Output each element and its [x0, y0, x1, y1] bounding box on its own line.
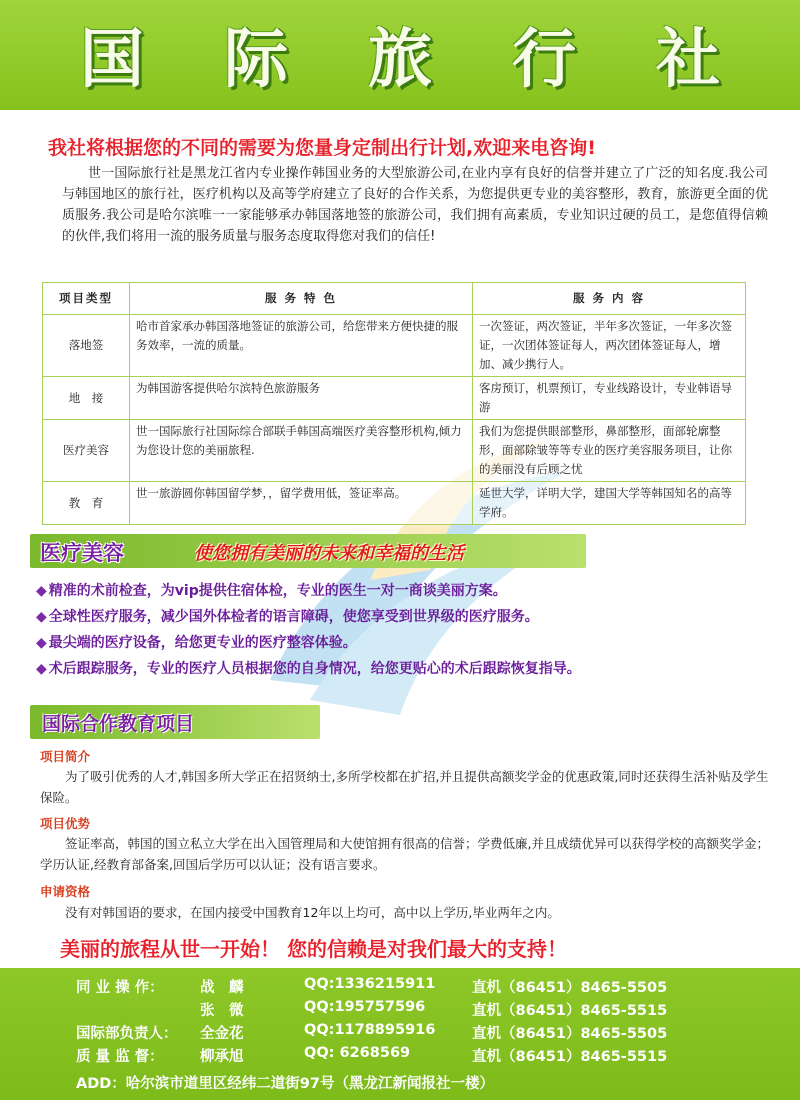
contact-footer	[0, 968, 800, 1100]
contact-phone[interactable]: 直机（86451）8465-5515	[472, 1003, 668, 1019]
column-header: 服 务 特 色	[130, 283, 473, 315]
medical-section-band	[30, 534, 586, 568]
contact-name: 全金花	[200, 1026, 244, 1042]
contact-row	[0, 1022, 800, 1044]
list-item	[36, 604, 776, 630]
subsection-text: 没有对韩国语的要求，在国内接受中国教育12年以上均可，高中以上学历,毕业两年之内。	[65, 905, 560, 920]
cell-feature: 世一国际旅行社国际综合部联手韩国高端医疗美容整形机构,倾力为您设计您的美丽旅程.	[130, 420, 473, 482]
contact-name: 柳承旭	[200, 1049, 244, 1065]
cell-content: 我们为您提供眼部整形，鼻部整形，面部轮廓整形，面部除皱等等专业的医疗美容服务项目，让你的美丽没有后顾之忧	[473, 420, 746, 482]
cell-type: 地 接	[43, 377, 130, 420]
contact-row	[0, 999, 800, 1021]
subsection-text: 签证率高，韩国的国立私立大学在出入国管理局和大使馆拥有很高的信誉；学费低廉,并且成绩优异可以获得学校的高额奖学金；学历认证,经教育部备案,回国后学历可以认证；没有语言要求。	[40, 836, 769, 872]
cell-content: 延世大学，详明大学，建国大学等韩国知名的高等学府。	[473, 482, 746, 525]
bullet-text: 最尖端的医疗设备，给您更专业的医疗整容体验。	[48, 635, 357, 651]
services-table	[42, 282, 746, 525]
subsection-heading: 申请资格	[40, 884, 91, 899]
contact-phone[interactable]: 直机（86451）8465-5505	[472, 980, 668, 996]
header-banner	[0, 0, 800, 110]
address: ADD：哈尔滨市道里区经纬二道街97号（黑龙江新闻报社一楼）	[76, 1076, 494, 1092]
cell-content: 客房预订，机票预订，专业线路设计，专业韩语导游	[473, 377, 746, 420]
medical-bullet-list	[36, 578, 776, 682]
cell-feature: 为韩国游客提供哈尔滨特色旅游服务	[130, 377, 473, 420]
contact-role: 国际部负责人：	[76, 1026, 178, 1042]
list-item	[36, 578, 776, 604]
table-row	[43, 482, 746, 525]
contact-name: 战 麟	[200, 980, 244, 996]
diamond-bullet-icon: ◆	[36, 635, 47, 651]
bullet-text: 全球性医疗服务，减少国外体检者的语言障碍，使您享受到世界级的医疗服务。	[48, 609, 539, 625]
diamond-bullet-icon: ◆	[36, 661, 47, 677]
title-char: 行	[512, 23, 576, 97]
cell-type: 教 育	[43, 482, 130, 525]
title-char: 国	[80, 23, 144, 97]
subsection-heading: 项目简介	[40, 749, 91, 764]
table-row	[43, 420, 746, 482]
bullet-text: 术后跟踪服务，专业的医疗人员根据您的自身情况，给您更贴心的术后跟踪恢复指导。	[48, 661, 581, 677]
contact-phone[interactable]: 直机（86451）8465-5505	[472, 1026, 668, 1042]
contact-phone[interactable]: 直机（86451）8465-5515	[472, 1049, 668, 1065]
list-item	[36, 630, 776, 656]
subsection-heading: 项目优势	[40, 816, 91, 831]
column-header: 项目类型	[43, 283, 130, 315]
education-section-band	[30, 705, 320, 739]
contact-row	[0, 976, 800, 998]
closing-slogan: 美丽的旅程从世一开始！ 您的信赖是对我们最大的支持！	[60, 937, 567, 961]
cell-feature: 世一旅游圆你韩国留学梦，，留学费用低，签证率高。	[130, 482, 473, 525]
cell-type: 落地签	[43, 315, 130, 377]
title-char: 旅	[368, 23, 432, 97]
cell-feature: 哈市首家承办韩国落地签证的旅游公司，给您带来方便快捷的服务效率，一流的质量。	[130, 315, 473, 377]
column-header: 服 务 内 容	[473, 283, 746, 315]
subsection-text: 为了吸引优秀的人才,韩国多所大学正在招贤纳士,多所学校都在扩招,并且提供高额奖学金的优惠政策,同时还获得生活补贴及学生保险。	[40, 769, 769, 805]
title-char: 社	[656, 23, 720, 97]
list-item	[36, 656, 776, 682]
diamond-bullet-icon: ◆	[36, 583, 47, 599]
cell-content: 一次签证，两次签证，半年多次签证，一年多次签证，一次团体签证每人，两次团体签证每人，增加、减少携行人。	[473, 315, 746, 377]
diamond-bullet-icon: ◆	[36, 609, 47, 625]
title-char: 际	[224, 23, 288, 97]
intro-paragraph: 世一国际旅行社是黑龙江省内专业操作韩国业务的大型旅游公司,在业内享有良好的信誉并建立了广泛的知名度.我公司与韩国地区的旅行社，医疗机构以及高等学府建立了良好的合作关系，为您提供更专业的美容整形，教育，旅游更全面的优质服务.我公司是哈尔滨唯一一家能够承办韩国落地签的旅游公司，我们拥有高素质，专业知识过硬的员工，是您值得信赖的伙伴,我们将用一流的服务质量与服务态度取得您对我们的信任!	[62, 166, 768, 244]
cell-type: 医疗美容	[43, 420, 130, 482]
contact-qq[interactable]: QQ:1336215911	[304, 976, 436, 992]
education-section-title: 国际合作教育项目	[42, 713, 195, 735]
table-row	[43, 377, 746, 420]
table-row	[43, 315, 746, 377]
table-header-row	[43, 283, 746, 315]
headline: 我社将根据您的不同的需要为您量身定制出行计划,欢迎来电咨询!	[48, 137, 596, 159]
medical-section-title: 医疗美容	[40, 541, 124, 565]
contact-qq[interactable]: QQ:195757596	[304, 999, 426, 1015]
contact-qq[interactable]: QQ:1178895916	[304, 1022, 436, 1038]
contact-role: 同 业 操 作：	[76, 980, 164, 996]
contact-row	[0, 1045, 800, 1067]
agency-title	[80, 14, 720, 97]
contact-qq[interactable]: QQ: 6268569	[304, 1045, 411, 1061]
medical-slogan: 使您拥有美丽的未来和幸福的生活	[194, 543, 464, 564]
bullet-text: 精准的术前检查，为vip提供住宿体检，专业的医生一对一商谈美丽方案。	[48, 583, 507, 599]
contact-role: 质 量 监 督：	[76, 1049, 164, 1065]
contact-name: 张 微	[200, 1003, 244, 1019]
